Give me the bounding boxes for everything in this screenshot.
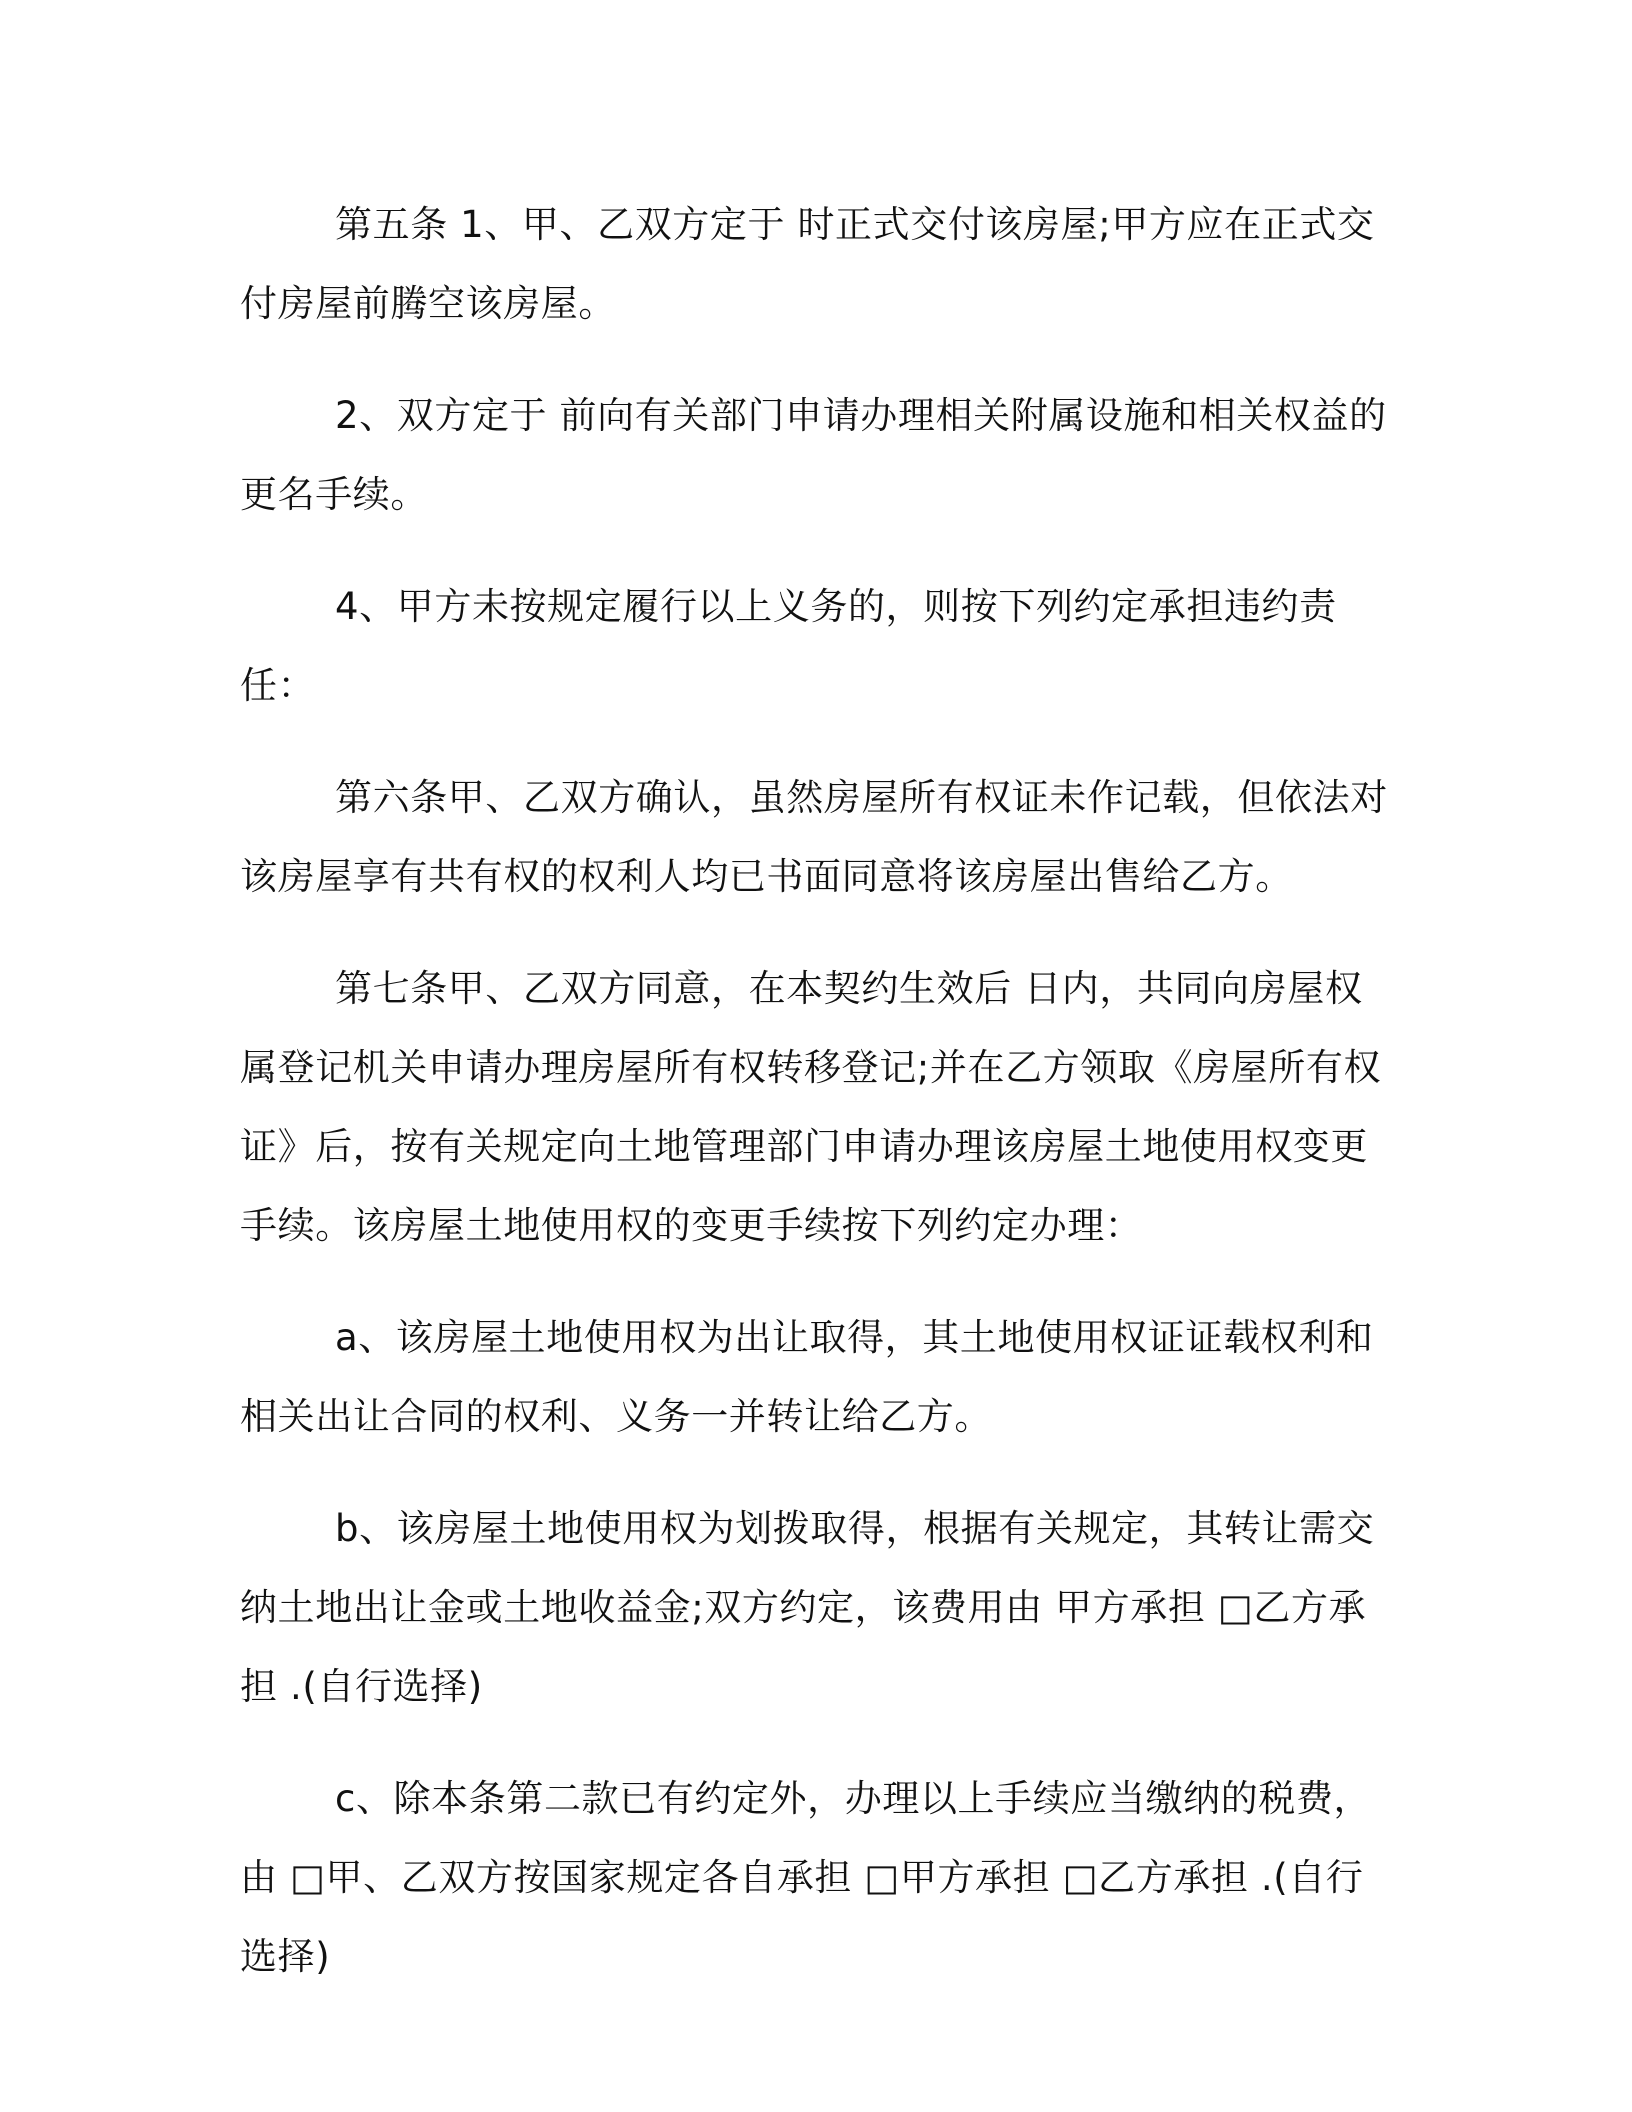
paragraph-article-5-item-1: 第五条 1、甲、乙双方定于 时正式交付该房屋;甲方应在正式交付房屋前腾空该房屋。 bbox=[240, 203, 1375, 325]
paragraph-article-7-item-c: c、除本条第二款已有约定外，办理以上手续应当缴纳的税费，由 □甲、乙双方按国家规定各自承担 □甲方承担 □乙方承担 .(自行选择) bbox=[240, 1777, 1372, 1978]
paragraph-article-7-item-b: b、该房屋土地使用权为划拨取得，根据有关规定，其转让需交纳土地出让金或土地收益金;双方约定，该费用由 甲方承担 □乙方承担 .(自行选择) bbox=[240, 1507, 1375, 1708]
paragraph-article-5-item-2: 2、双方定于 前向有关部门申请办理相关附属设施和相关权益的更名手续。 bbox=[240, 394, 1387, 516]
document-body bbox=[240, 185, 1390, 2029]
paragraph-article-6: 第六条甲、乙双方确认，虽然房屋所有权证未作记载，但依法对该房屋享有共有权的权利人均已书面同意将该房屋出售给乙方。 bbox=[240, 776, 1388, 898]
paragraph-article-7: 第七条甲、乙双方同意，在本契约生效后 日内，共同向房屋权属登记机关申请办理房屋所有权转移登记;并在乙方领取《房屋所有权证》后，按有关规定向土地管理部门申请办理该房屋土地使用权变更手续。该房屋土地使用权的变更手续按下列约定办理： bbox=[240, 967, 1382, 1247]
paragraph-article-5-item-4: 4、甲方未按规定履行以上义务的，则按下列约定承担违约责任： bbox=[240, 585, 1337, 707]
paragraph-article-7-item-a: a、该房屋土地使用权为出让取得，其土地使用权证证载权利和相关出让合同的权利、义务一并转让给乙方。 bbox=[240, 1316, 1374, 1438]
